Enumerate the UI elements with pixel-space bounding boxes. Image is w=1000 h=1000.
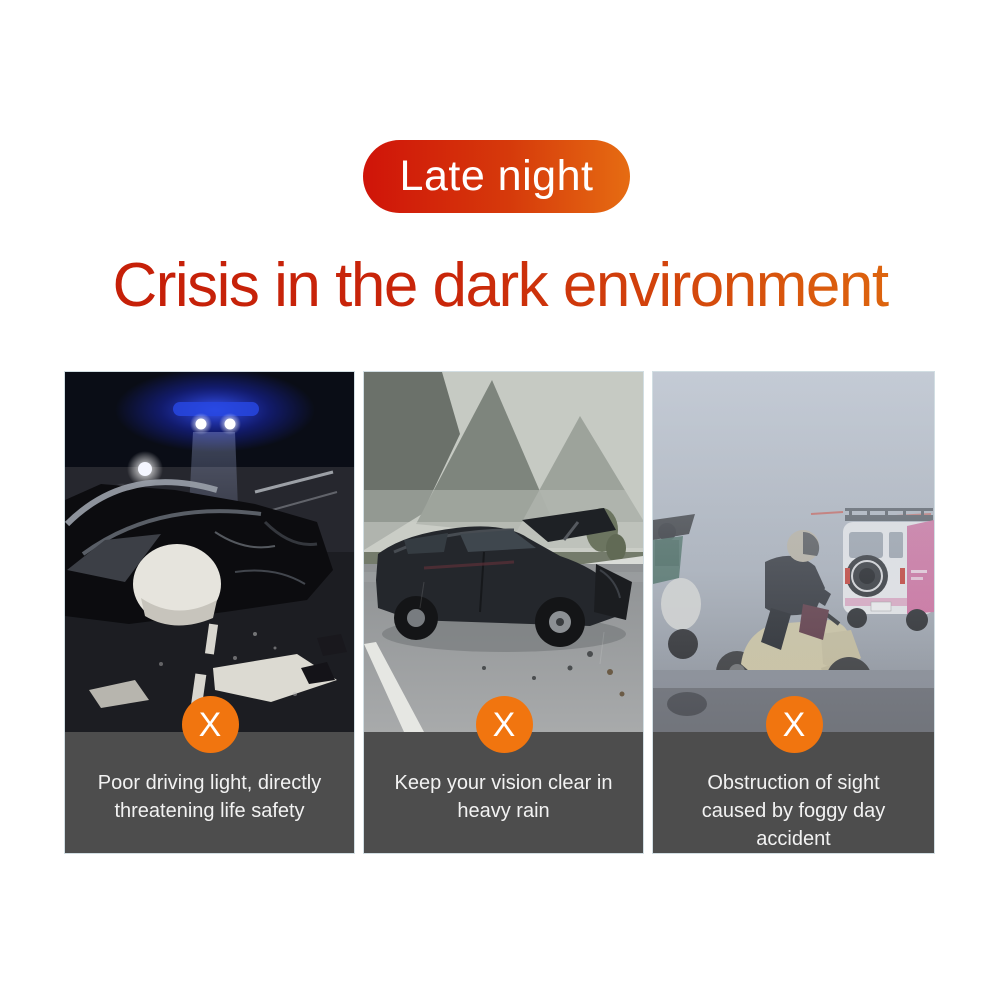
caption-bar-rain bbox=[364, 705, 643, 853]
caption-line: heavy rain bbox=[457, 800, 550, 822]
night-crash-illustration bbox=[65, 372, 354, 732]
caption-bar-night bbox=[65, 705, 354, 853]
panels-row bbox=[65, 372, 934, 853]
caption-bar-fog bbox=[653, 705, 934, 853]
caption-line: Keep your vision clear in bbox=[394, 772, 613, 794]
rain-crash-illustration bbox=[364, 372, 643, 732]
panel-rain-crash bbox=[364, 372, 643, 853]
x-mark-letter: X bbox=[782, 705, 806, 744]
x-mark-icon bbox=[766, 696, 823, 753]
panel-fog-accident bbox=[653, 372, 934, 853]
x-mark-icon bbox=[476, 696, 533, 753]
panel-night-crash bbox=[65, 372, 354, 853]
caption-line: threatening life safety bbox=[114, 800, 305, 822]
night-crash-photo bbox=[65, 372, 354, 732]
x-mark-letter: X bbox=[198, 705, 222, 744]
caption-line: accident bbox=[756, 828, 831, 850]
rain-crash-photo bbox=[364, 372, 643, 732]
late-night-badge-label: Late night bbox=[399, 152, 594, 200]
caption-line: caused by foggy day bbox=[701, 800, 886, 822]
x-mark-icon bbox=[182, 696, 239, 753]
caption-line: Obstruction of sight bbox=[707, 772, 880, 794]
late-night-badge bbox=[363, 140, 630, 213]
headline: Crisis in the dark environment bbox=[0, 246, 1000, 326]
x-mark-letter: X bbox=[492, 705, 516, 744]
caption-line: Poor driving light, directly bbox=[97, 772, 322, 794]
fog-accident-photo bbox=[653, 372, 934, 732]
fog-accident-illustration bbox=[653, 372, 934, 732]
